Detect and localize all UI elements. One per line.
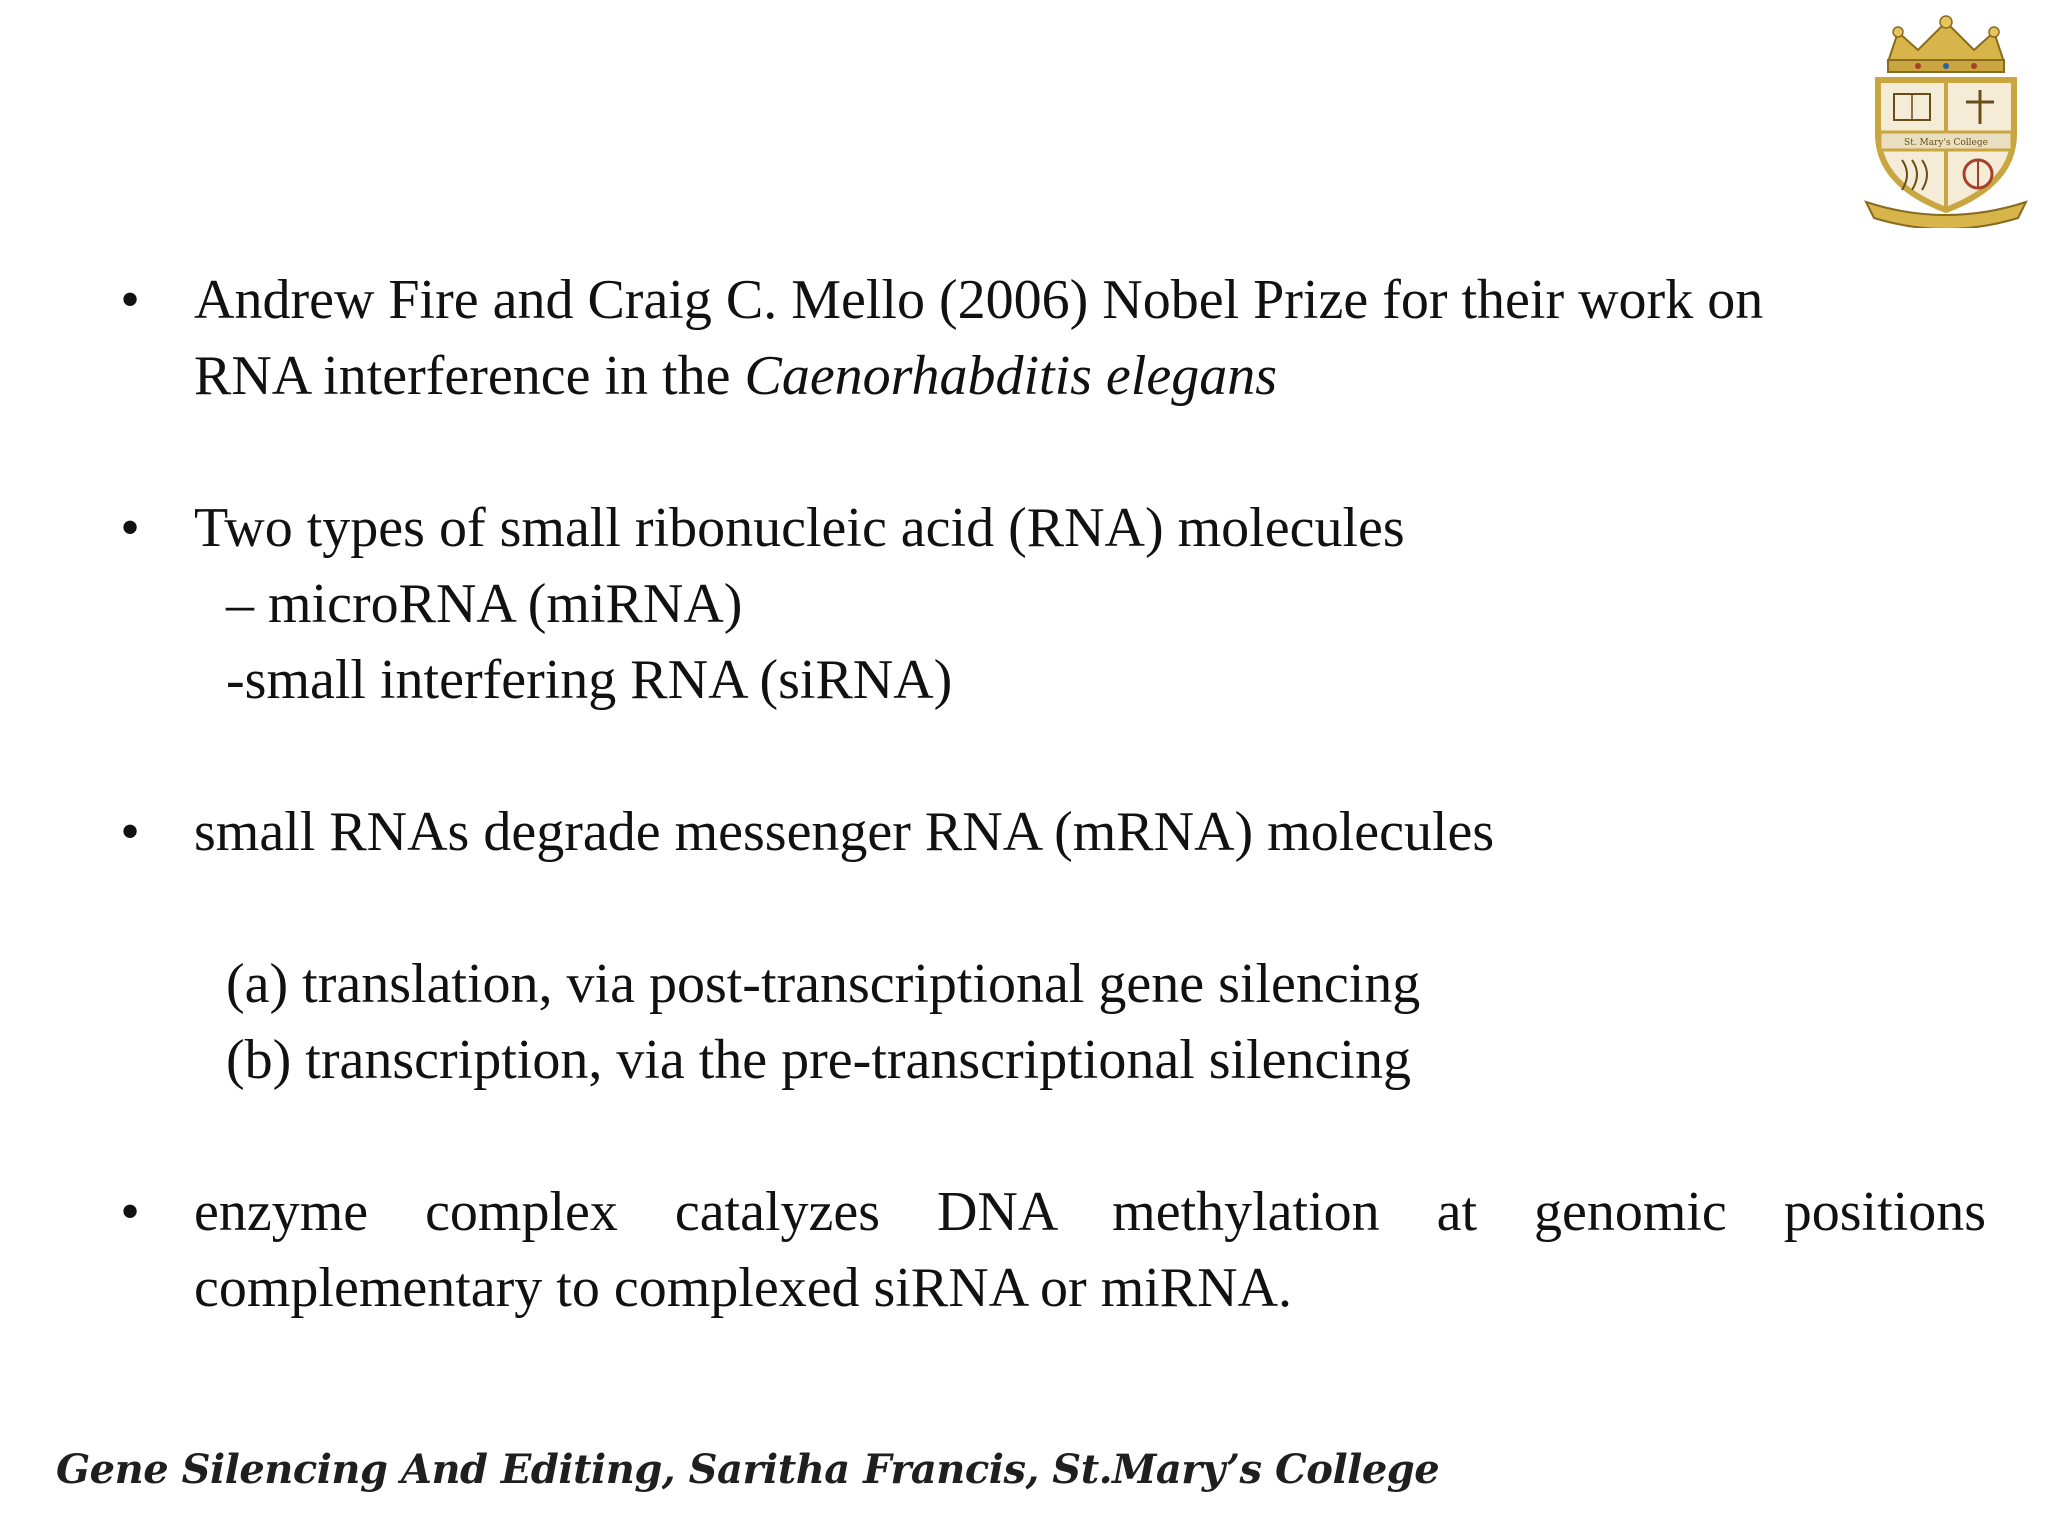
bullet-text: Two types of small ribonucleic acid (RNA) molecules — [194, 497, 1405, 559]
bullet-marker: • — [120, 801, 140, 863]
bullet-item-degrade — [110, 794, 1986, 870]
college-crest-icon — [1858, 14, 2034, 228]
college-crest-svg — [1858, 14, 2034, 228]
bullet-line: Andrew Fire and Craig C. Mello (2006) Nobel Prize for their work on — [194, 269, 1764, 331]
sub-item-mirna: – microRNA (miRNA) — [226, 573, 743, 635]
sub-item-translation: (a) translation, via post-transcriptional gene silencing — [226, 953, 1421, 1015]
bullet-item-rna-types — [110, 490, 1986, 566]
bullet-text: enzyme complex catalyzes DNA methylation at genomic positions complementary to complexed siRNA or miRNA. — [194, 1181, 1986, 1319]
bullet-marker: • — [120, 497, 140, 559]
sub-item-transcription: (b) transcription, via the pre-transcriptional silencing — [226, 1029, 1411, 1091]
bullet-item-nobel — [110, 262, 1986, 414]
bullet-line: RNA interference in the — [194, 345, 745, 407]
species-name: Caenorhabditis elegans — [744, 345, 1277, 407]
slide-footer: Gene Silencing And Editing, Saritha Francis, St.Mary’s College — [56, 1446, 1440, 1493]
bullet-text — [194, 262, 1986, 414]
bullet-marker: • — [120, 269, 140, 331]
bullet-item-methylation — [110, 1174, 1986, 1326]
bullet-marker: • — [120, 1181, 140, 1243]
svg-text:St. Mary's College: St. Mary's College — [1904, 138, 1988, 148]
bullet-text: small RNAs degrade messenger RNA (mRNA) molecules — [194, 801, 1495, 863]
sub-item-sirna: -small interfering RNA (siRNA) — [226, 649, 953, 711]
slide-body — [110, 262, 1986, 1326]
